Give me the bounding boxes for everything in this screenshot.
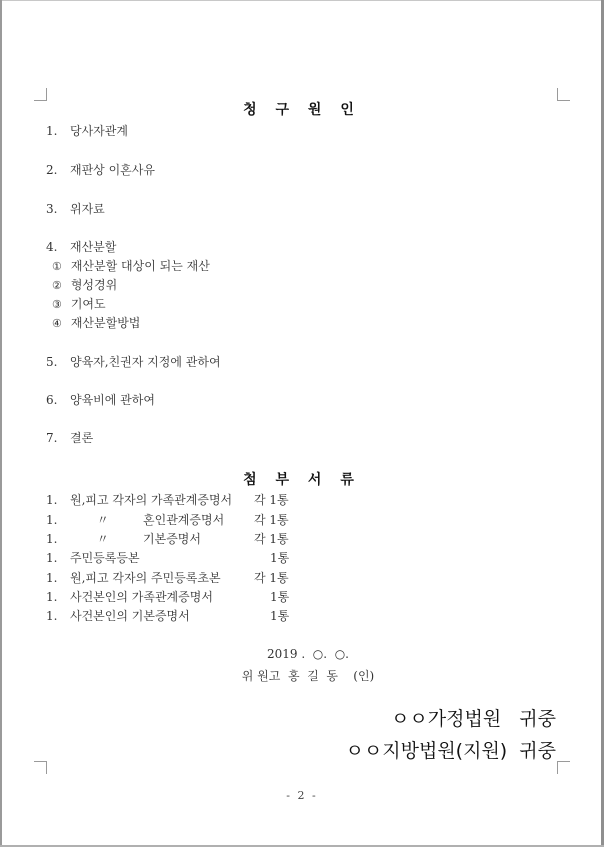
- attachment-row-3: [46, 532, 289, 546]
- attachment-text: 사건본인의 기본증명서: [70, 609, 190, 623]
- property-sub-item-3: [52, 297, 106, 312]
- page-number: - 2 -: [286, 789, 318, 802]
- claim-item-number: 5.: [46, 355, 58, 369]
- plaintiff-signature: 위 원고 홍 길 동 (인): [241, 669, 375, 683]
- claim-item-5: [46, 355, 221, 369]
- attachment-text: 주민등록등본: [70, 551, 140, 565]
- attachment-count: 1통: [270, 590, 290, 604]
- claim-item-text: 재판상 이혼사유: [70, 163, 155, 177]
- claim-item-2: [46, 163, 155, 177]
- claim-item-1: [46, 124, 128, 138]
- attachment-row-6: [46, 590, 290, 604]
- sub-item-mark: ①: [52, 260, 62, 273]
- attachment-number: 1.: [46, 493, 58, 507]
- sub-item-mark: ③: [52, 298, 62, 311]
- attachment-text: 사건본인의 가족관계증명서: [70, 590, 213, 604]
- sub-item-text: 재산분할 대상이 되는 재산: [70, 259, 210, 273]
- attachment-row-4: [46, 551, 290, 565]
- claim-item-text: 결론: [70, 431, 94, 445]
- sub-item-mark: ②: [52, 279, 62, 292]
- crop-mark-bottom-left: [34, 761, 47, 774]
- filing-date: 2019 . ○. ○.: [267, 647, 349, 661]
- property-sub-item-2: [52, 278, 117, 293]
- claim-item-4: [46, 240, 116, 254]
- attachment-count: 각 1통: [254, 513, 289, 527]
- claim-item-number: 1.: [46, 124, 58, 138]
- claim-item-number: 3.: [46, 202, 58, 216]
- claim-reasons-heading: 청 구 원 인: [243, 102, 361, 118]
- attachment-count: 1통: [270, 551, 290, 565]
- attachment-text: 원,피고 각자의 주민등록초본: [70, 571, 221, 585]
- attachment-count: 각 1통: [254, 493, 289, 507]
- family-court-addressee: ㅇㅇ가정법원 귀중: [391, 708, 556, 730]
- claim-item-number: 7.: [46, 431, 58, 445]
- attachment-number: 1.: [46, 609, 58, 623]
- attachment-row-5: [46, 571, 289, 585]
- attachment-row-7: [46, 609, 290, 623]
- attachment-text: 〃 혼인관계증명서: [70, 513, 225, 527]
- attachment-number: 1.: [46, 513, 58, 527]
- sub-item-mark: ④: [52, 317, 62, 330]
- page-frame-left: [0, 0, 2, 847]
- sub-item-text: 재산분할방법: [70, 316, 141, 330]
- attachment-count: 1통: [270, 609, 290, 623]
- claim-item-6: [46, 393, 155, 407]
- claim-item-text: 재산분할: [70, 240, 117, 254]
- sub-item-text: 기여도: [70, 297, 106, 311]
- attachment-number: 1.: [46, 571, 58, 585]
- attachment-row-1: [46, 493, 289, 507]
- attachment-count: 각 1통: [254, 532, 289, 546]
- claim-item-7: [46, 431, 93, 445]
- property-sub-item-4: [52, 316, 140, 331]
- attachment-number: 1.: [46, 532, 58, 546]
- attachment-number: 1.: [46, 551, 58, 565]
- crop-mark-bottom-right: [557, 761, 570, 774]
- claim-item-number: 6.: [46, 393, 58, 407]
- claim-item-number: 4.: [46, 240, 58, 254]
- attachment-row-2: [46, 513, 289, 527]
- attachment-text: 원,피고 각자의 가족관계증명서: [70, 493, 233, 507]
- claim-item-text: 위자료: [70, 202, 105, 216]
- attachment-count: 각 1통: [254, 571, 289, 585]
- sub-item-text: 형성경위: [70, 278, 118, 292]
- page-frame-top: [0, 0, 604, 1]
- property-sub-item-1: [52, 259, 210, 274]
- attachment-text: 〃 기본증명서: [70, 532, 201, 546]
- attachments-heading: 첨 부 서 류: [243, 472, 361, 488]
- claim-item-text: 양육자,친권자 지정에 관하여: [70, 355, 221, 369]
- attachment-number: 1.: [46, 590, 58, 604]
- claim-item-number: 2.: [46, 163, 58, 177]
- district-court-addressee: ㅇㅇ지방법원(지원) 귀중: [345, 740, 556, 762]
- claim-item-3: [46, 202, 105, 216]
- claim-item-text: 당사자관계: [70, 124, 128, 138]
- claim-item-text: 양육비에 관하여: [70, 393, 155, 407]
